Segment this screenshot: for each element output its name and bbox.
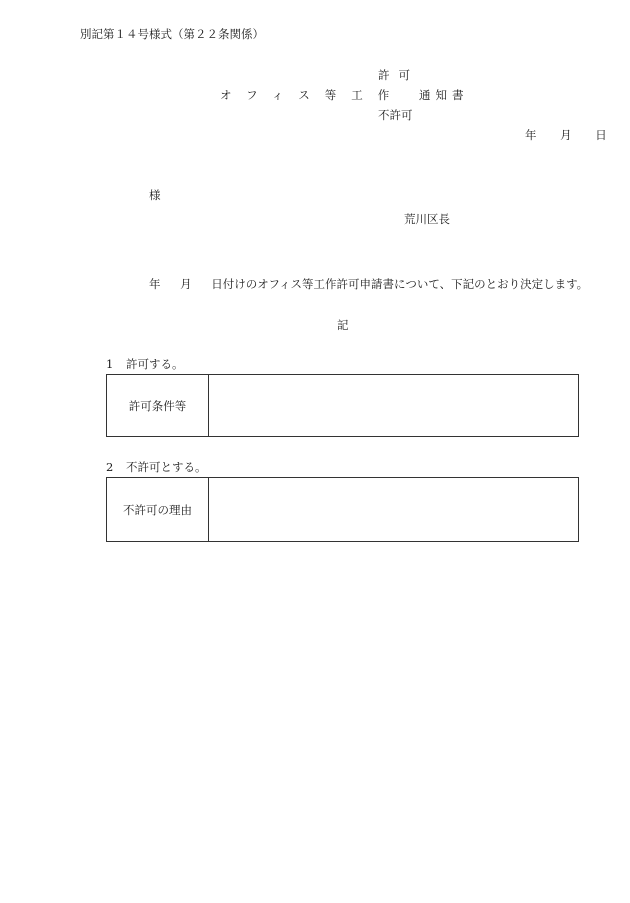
permit-conditions-label: 許可条件等 <box>107 375 209 437</box>
issuer: 荒川区長 <box>404 212 450 226</box>
ki-heading: 記 <box>337 318 349 332</box>
denial-reason-field[interactable] <box>209 478 579 542</box>
title-suffix: 通知書 <box>419 88 469 102</box>
title-main: オフィス等工作 <box>220 88 405 102</box>
permit-conditions-table <box>106 374 579 437</box>
body-text: 年 月 日付けのオフィス等工作許可申請書について、下記のとおり決定します。 <box>149 277 589 291</box>
title-permit-option: 許可 <box>378 68 419 82</box>
addressee: 様 <box>149 188 161 202</box>
section-heading-denial: 2 不許可とする。 <box>106 460 207 474</box>
denial-reason-table <box>106 477 579 542</box>
permit-conditions-field[interactable] <box>209 375 579 437</box>
title-denial-option: 不許可 <box>378 108 413 122</box>
section-heading-permit: 1 許可する。 <box>106 357 184 371</box>
issue-date: 年 月 日 <box>525 128 607 142</box>
form-number: 別記第１４号様式（第２２条関係） <box>80 27 264 41</box>
denial-reason-label: 不許可の理由 <box>107 478 209 542</box>
